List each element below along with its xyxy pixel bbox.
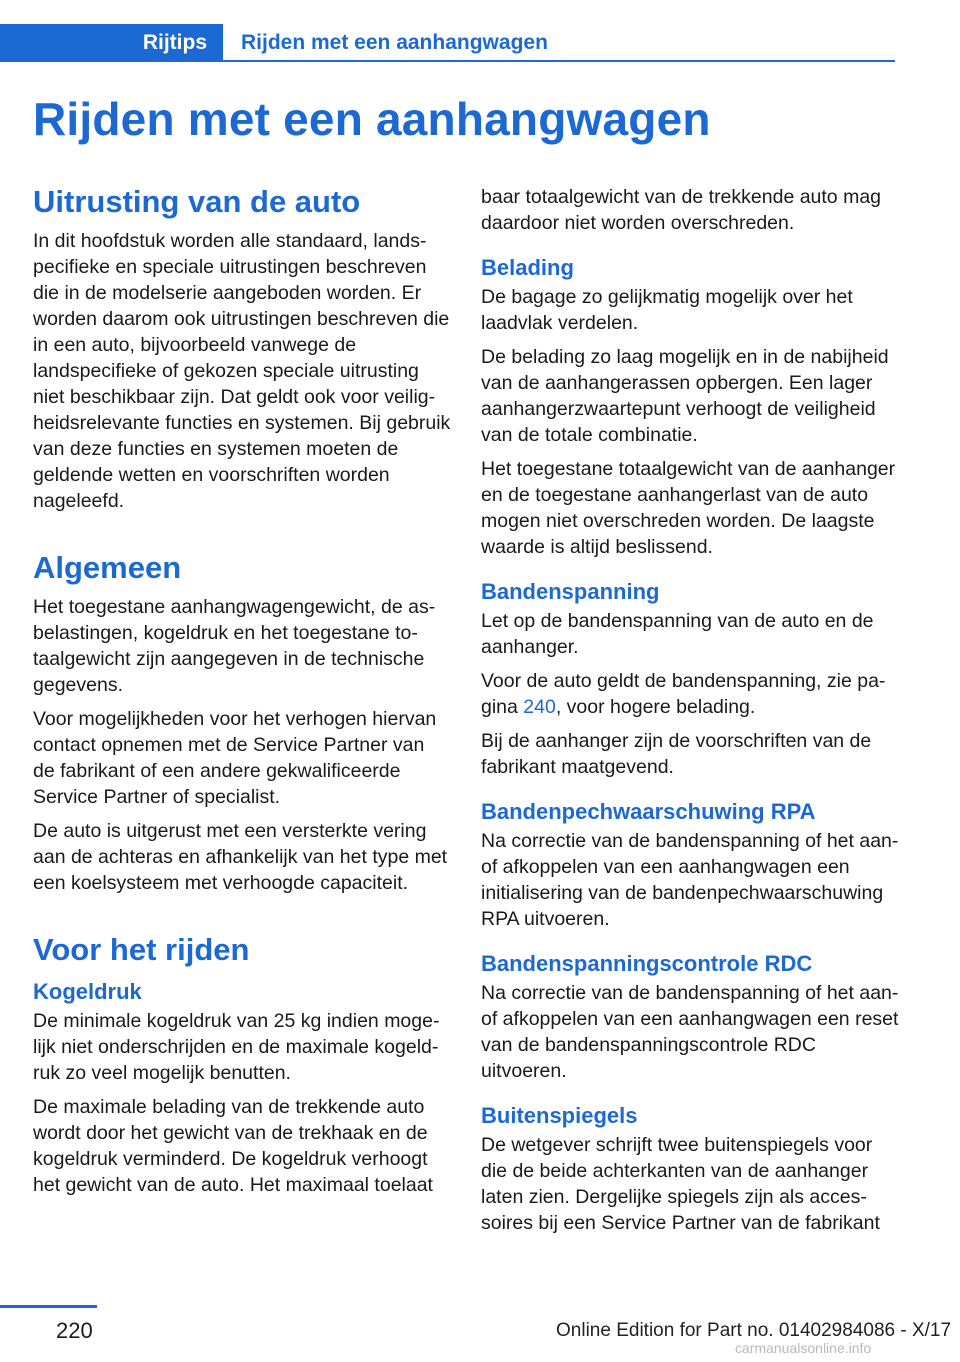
subheading-belading: Belading bbox=[481, 255, 574, 280]
paragraph: Het toegestane aanhangwagengewicht, de asbelastingen, kogeldruk en het toegestane totaalgewicht zijn aangegeven in de technische gegevens. bbox=[33, 596, 436, 696]
paragraph: In dit hoofdstuk worden alle standaard, landspecifieke en speciale uitrustingen beschreven die in de modelserie aangeboden worden. Er worden daarom ook uitrustingen beschreven die in een auto, bijvoorbeeld vanwege de landspecifieke of gekozen speciale uitrusting niet beschikbaar zijn. Dat geldt ook voor veiligheidsrelevante functies en systemen. Bij gebruik van deze functies en systemen moeten de geldende wetten en voorschriften worden nageleefd. bbox=[33, 230, 451, 512]
paragraph: De bagage zo gelijkmatig mogelijk over het laadvlak verdelen. bbox=[481, 286, 853, 334]
paragraph: Voor mogelijkheden voor het verhogen hiervan contact opnemen met de Service Partner van de fabrikant of een andere gekwalificeerde Service Partner of specialist. bbox=[33, 708, 437, 808]
paragraph: baar totaalgewicht van de trekkende auto mag daardoor niet worden overschreden. bbox=[481, 186, 882, 234]
paragraph: De belading zo laag mogelijk en in de nabijheid van de aanhangerassen opbergen. Een lager aanhangerzwaartepunt verhoogt de veiligheid van de totale combinatie. bbox=[481, 346, 889, 446]
paragraph: De wetgever schrijft twee buitenspiegels voor die de beide achterkanten van de aanhanger laten zien. Dergelijke spiegels zijn als accessoires bij een Service Partner van de fabrikant bbox=[481, 1134, 880, 1234]
subheading-buitenspiegels: Buitenspiegels bbox=[481, 1103, 638, 1128]
paragraph bbox=[481, 668, 899, 720]
edition-text: Online Edition for Part no. 01402984086 - X/17 bbox=[556, 1320, 952, 1341]
section-heading-algemeen: Algemeen bbox=[33, 550, 182, 585]
paragraph: De auto is uitgerust met een versterkte vering aan de achteras en afhankelijk van het type met een koelsysteem met verhoogde capaciteit. bbox=[33, 820, 448, 894]
breadcrumb[interactable]: Rijden met een aanhangwagen bbox=[241, 31, 548, 54]
paragraph: De maximale belading van de trekkende auto wordt door het gewicht van de trekhaak en de kogeldruk verminderd. De kogeldruk verhoogt het gewicht van de auto. Het maximaal toelaat bbox=[33, 1096, 433, 1196]
paragraph: Bij de aanhanger zijn de voorschriften van de fabrikant maatgevend. bbox=[481, 730, 872, 778]
paragraph: De minimale kogeldruk van 25 kg indien mogelijk niet onderschrijden en de maximale kogeldruk zo veel mogelijk benutten. bbox=[33, 1010, 440, 1084]
page-number: 220 bbox=[56, 1318, 93, 1343]
paragraph: Na correctie van de bandenspanning of het aan- of afkoppelen van een aanhangwagen een reset van de bandenspanningscontrole RDC uitvoeren. bbox=[481, 982, 899, 1082]
section-heading-voor-het-rijden: Voor het rijden bbox=[33, 932, 250, 967]
paragraph: Het toegestane totaalgewicht van de aanhanger en de toegestane aanhangerlast van de auto mogen niet overschreden worden. De laagste waarde is altijd beslissend. bbox=[481, 458, 896, 558]
subheading-rdc: Bandenspanningscontrole RDC bbox=[481, 951, 813, 976]
subheading-rpa: Bandenpechwaarschuwing RPA bbox=[481, 799, 816, 824]
footer-rule bbox=[0, 1305, 97, 1308]
subheading-bandenspanning: Bandenspanning bbox=[481, 579, 660, 604]
watermark: carmanualsonline.info bbox=[735, 1340, 872, 1356]
right-column bbox=[481, 184, 899, 1244]
left-column bbox=[33, 184, 451, 1206]
text-span: Voor de auto geldt de bandenspanning, zie pagina bbox=[481, 670, 886, 718]
section-heading-uitrusting: Uitrusting van de auto bbox=[33, 184, 361, 219]
page-link-240[interactable]: 240 bbox=[523, 696, 556, 718]
subheading-kogeldruk: Kogeldruk bbox=[33, 979, 142, 1004]
paragraph: Na correctie van de bandenspanning of het aan- of afkoppelen van een aanhangwagen een initialisering van de bandenpechwaarschuwing RPA uitvoeren. bbox=[481, 830, 899, 930]
page-title: Rijden met een aanhangwagen bbox=[33, 93, 711, 145]
text-span: , voor hogere belading. bbox=[555, 696, 756, 718]
chapter-tab[interactable]: Rijtips bbox=[0, 24, 223, 62]
paragraph: Let op de bandenspanning van de auto en de aanhanger. bbox=[481, 610, 874, 658]
